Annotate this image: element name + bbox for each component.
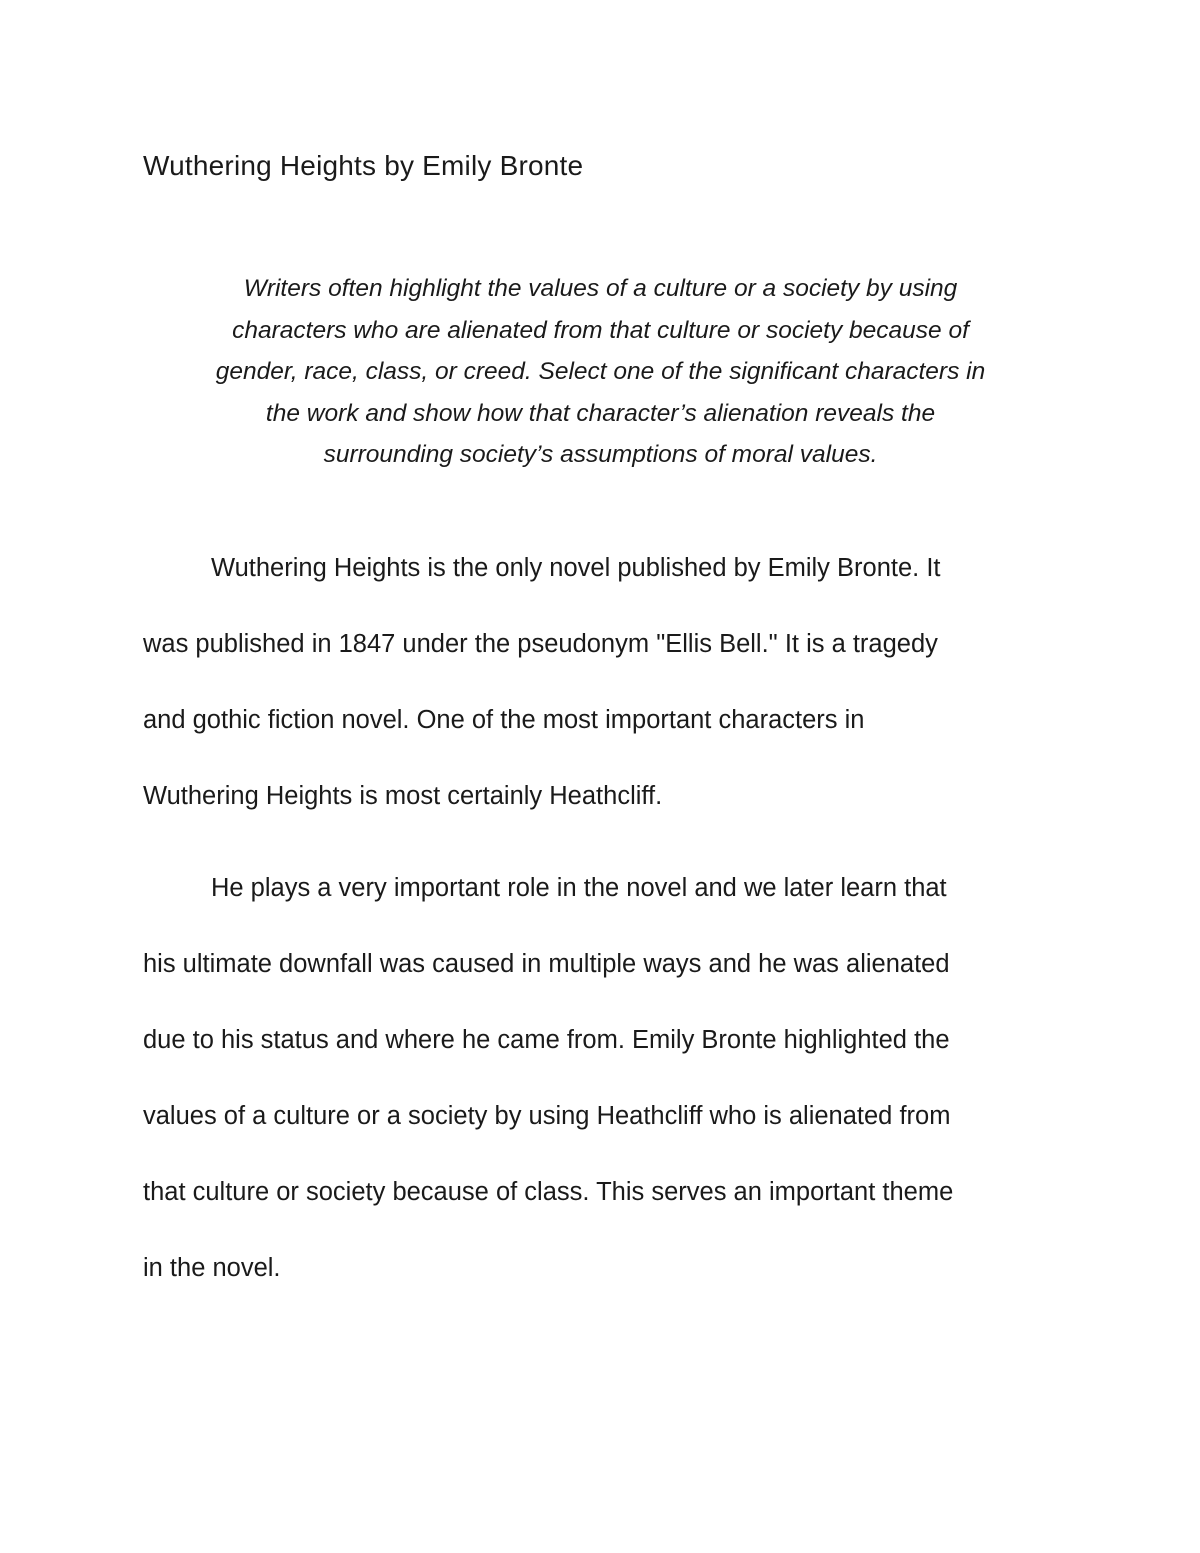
prompt-line: surrounding society’s assumptions of moral values. [323, 441, 878, 468]
document-title: Wuthering Heights by Emily Bronte [143, 150, 584, 181]
prompt-line: gender, race, class, or creed. Select one of the significant characters in [215, 358, 986, 385]
paragraph-line: and gothic fiction novel. One of the most important characters in [143, 706, 865, 734]
prompt-line: characters who are alienated from that culture or society because of [232, 316, 969, 344]
paragraph-line: Wuthering Heights is most certainly Heathcliff. [143, 782, 663, 810]
paragraph-line: due to his status and where he came from. Emily Bronte highlighted the [143, 1026, 950, 1054]
paragraph-line: his ultimate downfall was caused in multiple ways and he was alienated [143, 950, 950, 978]
paragraph-line: that culture or society because of class. This serves an important theme [143, 1178, 954, 1206]
prompt-line: the work and show how that character’s alienation reveals the [265, 399, 936, 427]
paragraph-line: Wuthering Heights is the only novel published by Emily Bronte. It [211, 554, 941, 582]
paragraph-1 [143, 548, 1058, 852]
prompt-line: Writers often highlight the values of a culture or a society by using [243, 275, 958, 302]
paragraph-line: values of a culture or a society by using Heathcliff who is alienated from [143, 1102, 951, 1130]
paragraph-line: in the novel. [143, 1254, 281, 1282]
paragraph-2 [143, 868, 1058, 1324]
essay-prompt [143, 268, 1058, 476]
paragraph-line: He plays a very important role in the novel and we later learn that [211, 874, 947, 902]
paragraph-line: was published in 1847 under the pseudonym "Ellis Bell." It is a tragedy [143, 630, 938, 658]
